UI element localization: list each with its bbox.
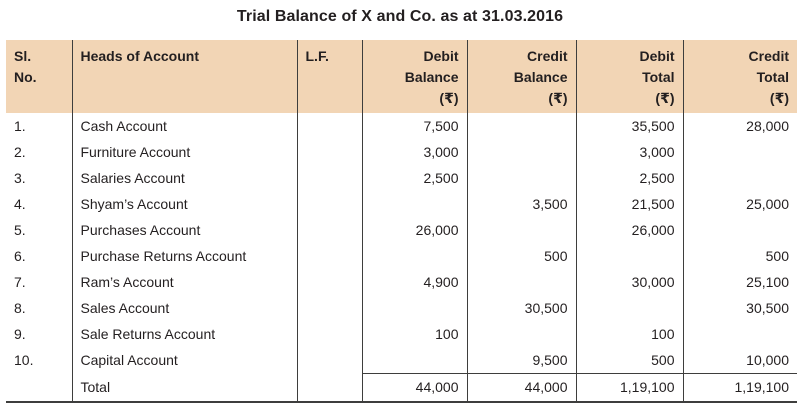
- sl-no-cell: 3.: [6, 165, 72, 191]
- lf-cell: [297, 191, 362, 217]
- header-line: Balance: [513, 69, 568, 85]
- header-line: Credit: [748, 48, 789, 64]
- debit-balance-cell: 26,000: [362, 217, 467, 243]
- debit-balance-cell: [362, 191, 467, 217]
- table-row: [6, 243, 797, 269]
- debit-total-cell: 21,500: [576, 191, 683, 217]
- lf-cell: [297, 347, 362, 373]
- header-line: Debit: [423, 48, 459, 64]
- col-header-credit-balance: [467, 40, 576, 113]
- debit-total-cell: [576, 243, 683, 269]
- total-credit-total-cell: 1,19,100: [683, 373, 797, 402]
- credit-balance-cell: 30,500: [467, 295, 576, 321]
- sl-no-cell: 4.: [6, 191, 72, 217]
- page-title: Trial Balance of X and Co. as at 31.03.2016: [236, 8, 564, 25]
- account-name-cell: Purchases Account: [72, 217, 297, 243]
- credit-total-cell: 30,500: [683, 295, 797, 321]
- credit-balance-cell: [467, 321, 576, 347]
- credit-balance-cell: [467, 165, 576, 191]
- account-name-cell: Sales Account: [72, 295, 297, 321]
- rupee-symbol-label: (₹): [439, 90, 459, 106]
- lf-cell: [297, 165, 362, 191]
- col-header-debit-balance: [362, 40, 467, 113]
- header-line: Total: [756, 69, 789, 85]
- account-name-cell: Sale Returns Account: [72, 321, 297, 347]
- credit-balance-cell: 9,500: [467, 347, 576, 373]
- lf-cell: [297, 269, 362, 295]
- lf-cell: [297, 217, 362, 243]
- table-row: [6, 139, 797, 165]
- col-header-sl-no: [6, 40, 72, 113]
- credit-total-cell: 10,000: [683, 347, 797, 373]
- credit-total-cell: 25,100: [683, 269, 797, 295]
- debit-balance-cell: 3,000: [362, 139, 467, 165]
- credit-total-cell: [683, 321, 797, 347]
- credit-balance-cell: [467, 139, 576, 165]
- debit-total-cell: 500: [576, 347, 683, 373]
- debit-balance-cell: [362, 295, 467, 321]
- total-label-cell: Total: [72, 373, 297, 402]
- sl-no-cell: 9.: [6, 321, 72, 347]
- sl-no-cell: [6, 373, 72, 402]
- header-line: Total: [642, 69, 675, 85]
- credit-total-cell: [683, 139, 797, 165]
- rupee-symbol-label: (₹): [769, 90, 789, 106]
- credit-total-cell: 25,000: [683, 191, 797, 217]
- debit-balance-cell: [362, 347, 467, 373]
- col-header-lf: [297, 40, 362, 113]
- debit-balance-cell: 7,500: [362, 113, 467, 139]
- lf-cell: [297, 243, 362, 269]
- header-row: [6, 40, 797, 113]
- table-row: [6, 113, 797, 139]
- debit-total-cell: 26,000: [576, 217, 683, 243]
- account-name-cell: Ram’s Account: [72, 269, 297, 295]
- lf-cell: [297, 139, 362, 165]
- header-line: L.F.: [305, 48, 329, 64]
- debit-total-cell: 100: [576, 321, 683, 347]
- sl-no-cell: 2.: [6, 139, 72, 165]
- account-name-cell: Capital Account: [72, 347, 297, 373]
- credit-balance-cell: [467, 217, 576, 243]
- table-row: [6, 295, 797, 321]
- table-row: [6, 269, 797, 295]
- debit-total-cell: 3,000: [576, 139, 683, 165]
- table-row: [6, 347, 797, 373]
- sl-no-cell: 10.: [6, 347, 72, 373]
- col-header-credit-total: [683, 40, 797, 113]
- rupee-symbol-label: (₹): [655, 90, 675, 106]
- account-name-cell: Salaries Account: [72, 165, 297, 191]
- trial-balance-table: [6, 40, 797, 403]
- table-row: [6, 165, 797, 191]
- total-row: [6, 373, 797, 402]
- debit-total-cell: 30,000: [576, 269, 683, 295]
- table-row: [6, 217, 797, 243]
- credit-balance-cell: [467, 113, 576, 139]
- table-row: [6, 321, 797, 347]
- account-name-cell: Cash Account: [72, 113, 297, 139]
- rupee-symbol-label: (₹): [548, 90, 568, 106]
- credit-balance-cell: 500: [467, 243, 576, 269]
- account-name-cell: Purchase Returns Account: [72, 243, 297, 269]
- col-header-debit-total: [576, 40, 683, 113]
- header-line: Debit: [639, 48, 675, 64]
- credit-total-cell: [683, 217, 797, 243]
- debit-balance-cell: 2,500: [362, 165, 467, 191]
- debit-balance-cell: [362, 243, 467, 269]
- credit-total-cell: 500: [683, 243, 797, 269]
- sl-no-cell: 7.: [6, 269, 72, 295]
- col-header-heads-of-account: [72, 40, 297, 113]
- debit-balance-cell: 4,900: [362, 269, 467, 295]
- account-name-cell: Shyam’s Account: [72, 191, 297, 217]
- header-line: Sl.: [14, 48, 32, 64]
- credit-total-cell: 28,000: [683, 113, 797, 139]
- debit-balance-cell: 100: [362, 321, 467, 347]
- header-line: No.: [14, 69, 37, 85]
- debit-total-cell: [576, 295, 683, 321]
- table-header: [6, 40, 797, 113]
- lf-cell: [297, 321, 362, 347]
- sl-no-cell: 1.: [6, 113, 72, 139]
- sl-no-cell: 5.: [6, 217, 72, 243]
- table-row: [6, 191, 797, 217]
- credit-balance-cell: 3,500: [467, 191, 576, 217]
- sl-no-cell: 8.: [6, 295, 72, 321]
- total-credit-balance-cell: 44,000: [467, 373, 576, 402]
- credit-total-cell: [683, 165, 797, 191]
- total-debit-total-cell: 1,19,100: [576, 373, 683, 402]
- total-debit-balance-cell: 44,000: [362, 373, 467, 402]
- sl-no-cell: 6.: [6, 243, 72, 269]
- lf-cell: [297, 373, 362, 402]
- debit-total-cell: 2,500: [576, 165, 683, 191]
- lf-cell: [297, 295, 362, 321]
- header-line: Heads of Account: [80, 48, 199, 64]
- lf-cell: [297, 113, 362, 139]
- credit-balance-cell: [467, 269, 576, 295]
- header-line: Balance: [404, 69, 459, 85]
- header-line: Credit: [527, 48, 568, 64]
- table-body: [6, 113, 797, 402]
- account-name-cell: Furniture Account: [72, 139, 297, 165]
- debit-total-cell: 35,500: [576, 113, 683, 139]
